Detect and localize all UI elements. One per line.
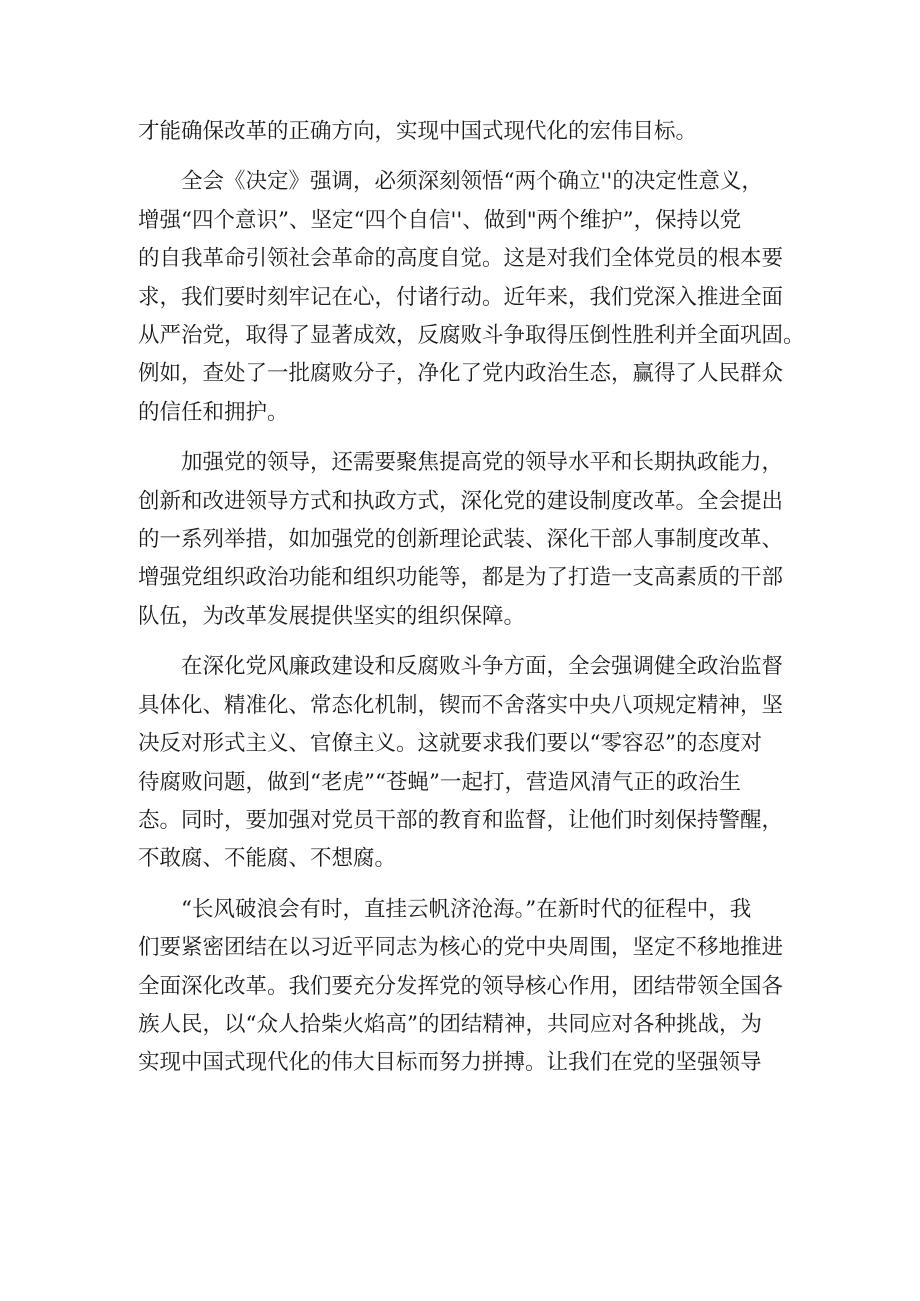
- text-line: 全面深化改革。我们要充分发挥党的领导核心作用，团结带领全国各: [138, 973, 784, 999]
- text-line: 加强党的领导，还需要聚焦提高党的领导水平和长期执政能力，: [181, 450, 784, 476]
- text-line: 例如，查处了一批腐败分子，净化了党内政治生态，赢得了人民群众: [138, 361, 784, 387]
- paragraph-4: [138, 891, 798, 1083]
- text-line: 态。同时，要加强对党员干部的教育和监督，让他们时刻保持警醒，: [138, 807, 784, 833]
- continued-line: 才能确保改革的正确方向，实现中国式现代化的宏伟目标。: [138, 119, 698, 144]
- paragraph-3: [138, 648, 798, 878]
- text-line: 决反对形式主义、官僚主义。这就要求我们要以“零容忍”的态度对: [138, 731, 762, 757]
- text-line: 的一系列举措，如加强党的创新理论武装、深化干部人事制度改革、: [138, 527, 784, 553]
- text-line: 队伍，为改革发展提供坚实的组织保障。: [138, 603, 526, 629]
- text-line: “长风破浪会有时，直挂云帆济沧海。”在新时代的征程中，我: [181, 896, 752, 922]
- text-line: 从严治党，取得了显著成效，反腐败斗争取得压倒性胜利并全面巩固。: [138, 323, 805, 349]
- text-line: 创新和改进领导方式和执政方式，深化党的建设制度改革。全会提出: [138, 488, 784, 514]
- text-line: 们要紧密团结在以习近平同志为核心的党中央周围，坚定不移地推进: [138, 935, 784, 961]
- text-line: 增强党组织政治功能和组织功能等，都是为了打造一支高素质的干部: [138, 565, 784, 591]
- text-line: 的信任和拥护。: [138, 399, 289, 425]
- paragraph-2: [138, 444, 798, 636]
- text-line: 求，我们要时刻牢记在心，付诸行动。近年来，我们党深入推进全面: [138, 284, 784, 310]
- text-line: 的自我革命引领社会革命的高度自觉。这是对我们全体党员的根本要: [138, 246, 784, 272]
- document-body: [138, 113, 805, 1083]
- text-line: 不敢腐、不能腐、不想腐。: [138, 846, 397, 872]
- text-line: 待腐败问题，做到“老虎”“苍蝇”一起打，营造风清气正的政治生: [138, 769, 741, 795]
- text-line: 增强“四个意识”、坚定“四个自信''、做到"两个维护”，保持以党: [138, 207, 742, 233]
- text-line: 全会《决定》强调，必须深刻领悟“两个确立''的决定性意义，: [181, 169, 763, 195]
- text-line: 实现中国式现代化的伟大目标而努力拼搏。让我们在党的坚强领导: [138, 1050, 762, 1076]
- text-line: 具体化、精准化、常态化机制，锲而不舍落实中央八项规定精神，坚: [138, 692, 784, 718]
- text-line: 族人民，以“众人拾柴火焰高”的团结精神，共同应对各种挑战，为: [138, 1011, 762, 1037]
- text-line: 在深化党风廉政建设和反腐败斗争方面，全会强调健全政治监督: [181, 654, 784, 680]
- paragraph-1: [138, 163, 805, 432]
